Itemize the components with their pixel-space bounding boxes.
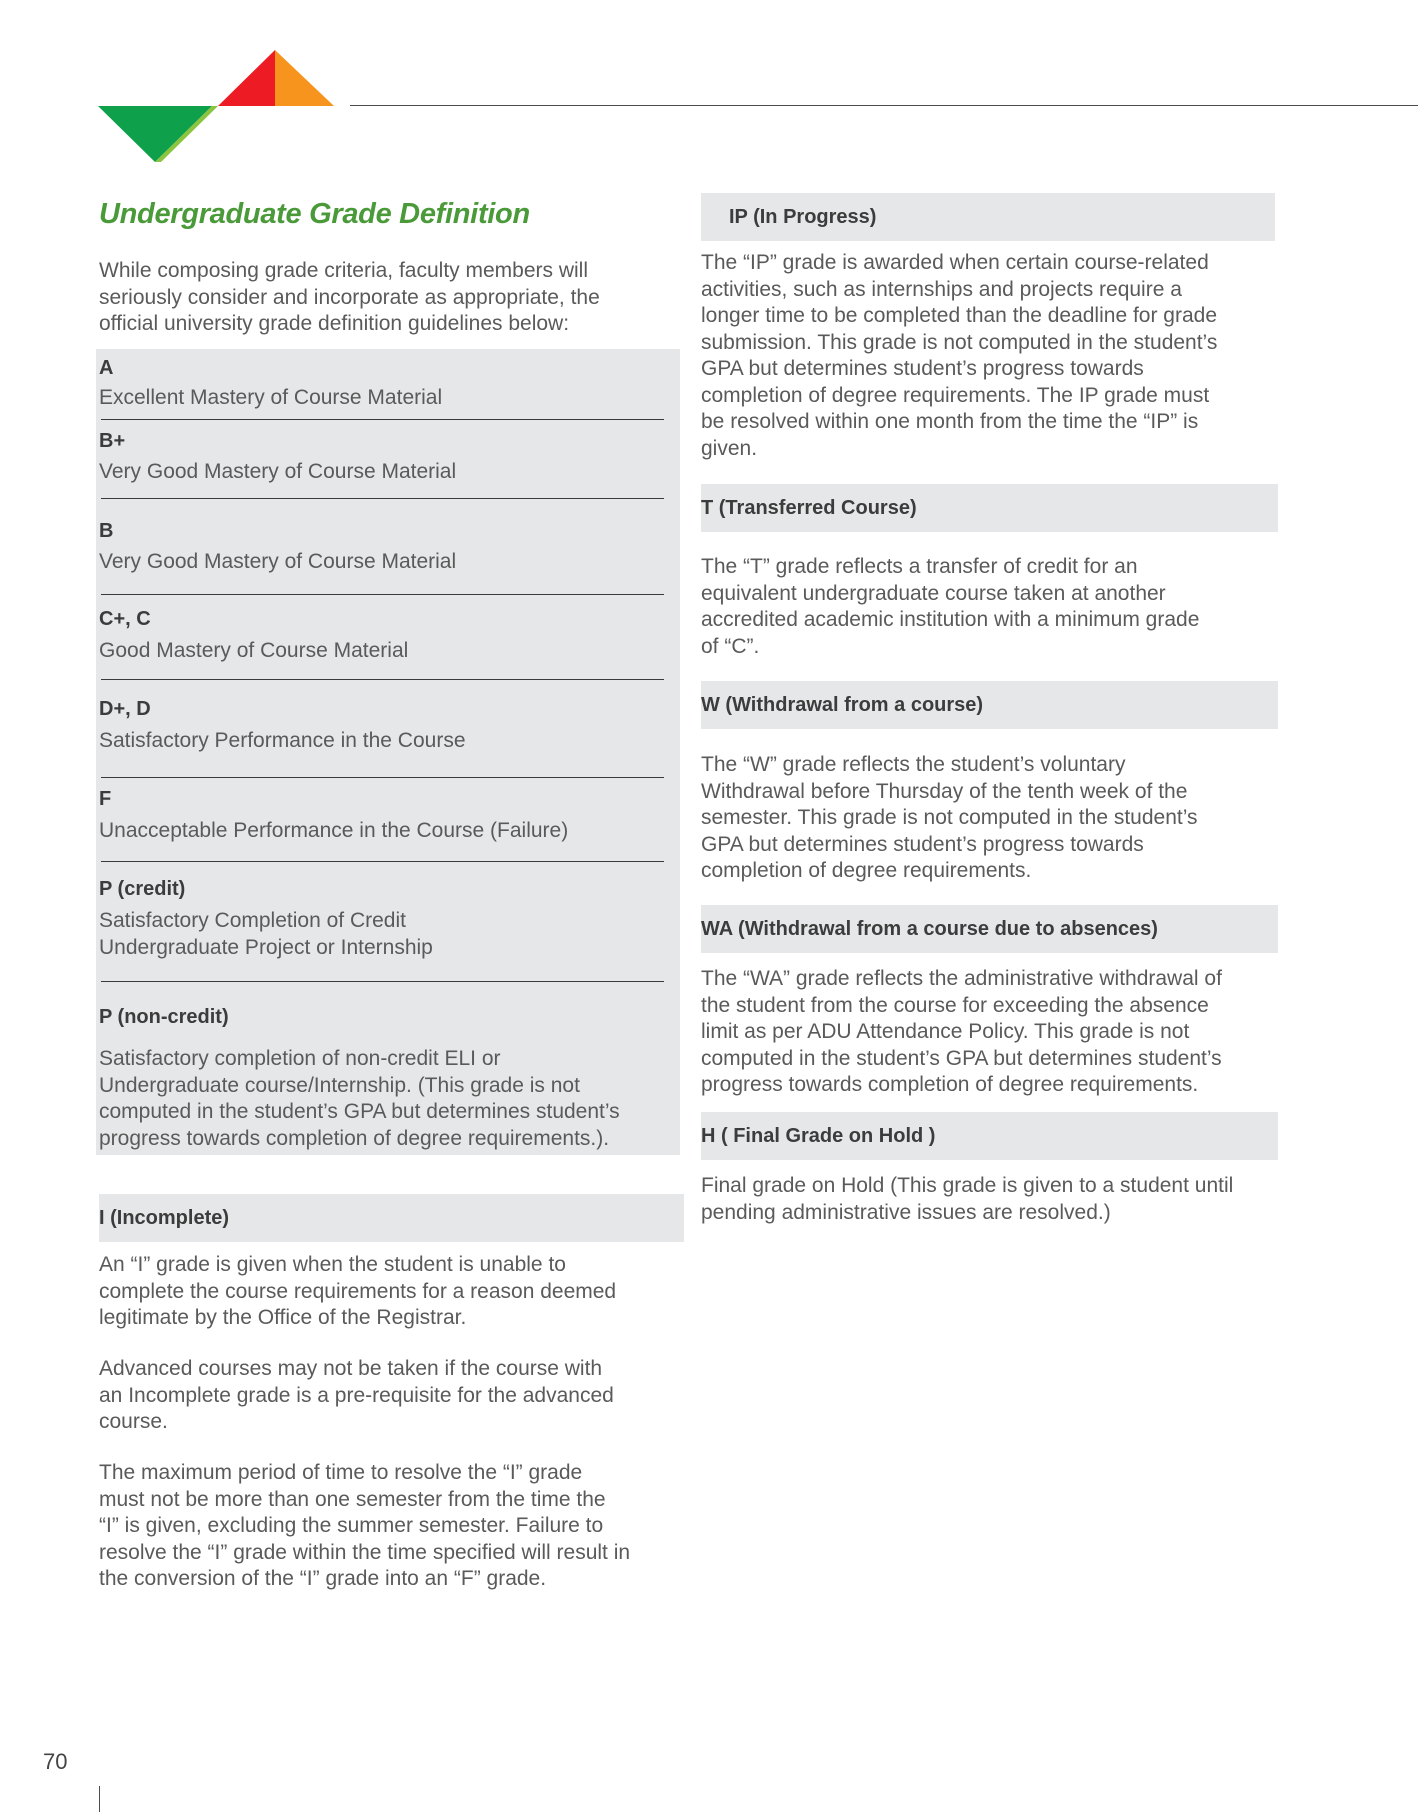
paragraph-line: pending administrative issues are resolved.) xyxy=(701,1200,1111,1224)
paragraph-line: The “WA” grade reflects the administrative withdrawal of xyxy=(701,967,1222,990)
grade-description: Satisfactory Performance in the Course xyxy=(99,729,466,752)
paragraph-line: computed in the student’s GPA but determines student’s xyxy=(701,1046,1222,1070)
grade-label: P (credit) xyxy=(99,878,186,900)
paragraph-line: activities, such as internships and projects require a xyxy=(701,277,1182,301)
paragraph-line: The “IP” grade is awarded when certain course-related xyxy=(701,251,1209,274)
paragraph-line: The “W” grade reflects the student’s voluntary xyxy=(701,753,1126,776)
paragraph-line: An “I” grade is given when the student is unable to xyxy=(99,1253,566,1276)
paragraph-line: complete the course requirements for a reason deemed xyxy=(99,1279,617,1303)
withdrawal-absences-heading: WA (Withdrawal from a course due to absences) xyxy=(701,905,1278,953)
grade-description: Unacceptable Performance in the Course (Failure) xyxy=(99,819,569,842)
header-rule xyxy=(350,105,1418,106)
incomplete-paragraph xyxy=(99,1252,684,1332)
intro-paragraph xyxy=(99,258,679,338)
grade-description-line: Satisfactory Completion of Credit xyxy=(99,909,406,932)
withdrawal-paragraph xyxy=(701,752,1301,885)
logo-green-dark-triangle xyxy=(98,106,212,162)
grade-label: B xyxy=(99,520,114,542)
grade-description: Very Good Mastery of Course Material xyxy=(99,460,457,483)
grade-divider xyxy=(101,419,664,420)
grade-description-line: Satisfactory completion of non-credit ELI or xyxy=(99,1047,501,1070)
transferred-paragraph xyxy=(701,554,1301,660)
logo-orange-triangle xyxy=(275,50,334,106)
logo-red-triangle xyxy=(218,50,275,106)
grade-label: F xyxy=(99,788,112,810)
paragraph-line: be resolved within one month from the time the “IP” is xyxy=(701,410,1199,433)
ip-paragraph xyxy=(701,250,1301,462)
grade-label: A xyxy=(99,357,114,379)
ip-heading: IP (In Progress) xyxy=(701,193,1275,241)
grade-divider xyxy=(101,594,664,595)
paragraph-line: must not be more than one semester from the time the xyxy=(99,1487,606,1511)
incomplete-paragraph xyxy=(99,1356,684,1436)
grade-description-line: progress towards completion of degree requirements.). xyxy=(99,1126,610,1150)
grade-description: Good Mastery of Course Material xyxy=(99,639,409,662)
transferred-heading: T (Transferred Course) xyxy=(701,484,1278,532)
incomplete-heading: I (Incomplete) xyxy=(99,1194,684,1242)
tricolor-triangles-logo-icon xyxy=(98,50,334,162)
paragraph-line: longer time to be completed than the deadline for grade xyxy=(701,304,1218,327)
paragraph-line: limit as per ADU Attendance Policy. This grade is not xyxy=(701,1020,1190,1043)
page-title: Undergraduate Grade Definition xyxy=(99,198,530,230)
withdrawal-heading: W (Withdrawal from a course) xyxy=(701,681,1278,729)
intro-line: official university grade definition guidelines below: xyxy=(99,312,570,335)
grade-label: B+ xyxy=(99,430,126,452)
grade-description xyxy=(99,1046,669,1152)
grade-label: P (non-credit) xyxy=(99,1006,229,1028)
paragraph-line: “I” is given, excluding the summer semester. Failure to xyxy=(99,1514,604,1537)
paragraph-line: The “T” grade reflects a transfer of credit for an xyxy=(701,555,1138,578)
paragraph-line: Advanced courses may not be taken if the course with xyxy=(99,1357,603,1380)
grade-description-line: Undergraduate Project or Internship xyxy=(99,935,433,959)
paragraph-line: submission. This grade is not computed in the student’s xyxy=(701,330,1218,354)
paragraph-line: the conversion of the “I” grade into an “F” grade. xyxy=(99,1567,547,1590)
paragraph-line: GPA but determines student’s progress towards xyxy=(701,357,1144,380)
paragraph-line: given. xyxy=(701,436,758,460)
paragraph-line: of “C”. xyxy=(701,634,760,658)
paragraph-line: course. xyxy=(99,1410,168,1433)
hold-paragraph xyxy=(701,1173,1301,1226)
grade-divider xyxy=(101,981,664,982)
paragraph-line: legitimate by the Office of the Registrar. xyxy=(99,1306,467,1329)
incomplete-paragraph xyxy=(99,1460,684,1593)
page-number: 70 xyxy=(43,1749,68,1774)
paragraph-line: equivalent undergraduate course taken at another xyxy=(701,581,1166,605)
grade-divider xyxy=(101,679,664,680)
grade-description-line: computed in the student’s GPA but determines student’s xyxy=(99,1100,620,1123)
paragraph-line: Withdrawal before Thursday of the tenth week of the xyxy=(701,779,1188,803)
footer-rule xyxy=(99,1786,100,1812)
grade-divider xyxy=(101,498,664,499)
paragraph-line: GPA but determines student’s progress towards xyxy=(701,832,1144,856)
paragraph-line: semester. This grade is not computed in the student’s xyxy=(701,806,1198,829)
paragraph-line: the student from the course for exceeding the absence xyxy=(701,993,1209,1017)
paragraph-line: resolve the “I” grade within the time specified will result in xyxy=(99,1540,631,1564)
paragraph-line: accredited academic institution with a minimum grade xyxy=(701,608,1200,631)
grade-label: D+, D xyxy=(99,698,151,720)
withdrawal-absences-paragraph xyxy=(701,966,1301,1099)
paragraph-line: progress towards completion of degree requirements. xyxy=(701,1073,1199,1096)
grade-description-line: Undergraduate course/Internship. (This grade is not xyxy=(99,1073,580,1097)
paragraph-line: completion of degree requirements. xyxy=(701,859,1032,882)
paragraph-line: The maximum period of time to resolve the “I” grade xyxy=(99,1461,583,1484)
intro-line: seriously consider and incorporate as appropriate, the xyxy=(99,285,600,309)
grade-description: Excellent Mastery of Course Material xyxy=(99,386,443,409)
grade-description xyxy=(99,908,669,961)
paragraph-line: Final grade on Hold (This grade is given to a student until xyxy=(701,1174,1234,1197)
intro-line: While composing grade criteria, faculty members will xyxy=(99,259,588,282)
paragraph-line: an Incomplete grade is a pre-requisite for the advanced xyxy=(99,1383,614,1407)
grade-label: C+, C xyxy=(99,608,151,630)
grade-divider xyxy=(101,777,664,778)
grade-description: Very Good Mastery of Course Material xyxy=(99,550,457,573)
grade-divider xyxy=(101,861,664,862)
hold-heading: H ( Final Grade on Hold ) xyxy=(701,1112,1278,1160)
paragraph-line: completion of degree requirements. The IP grade must xyxy=(701,383,1210,407)
